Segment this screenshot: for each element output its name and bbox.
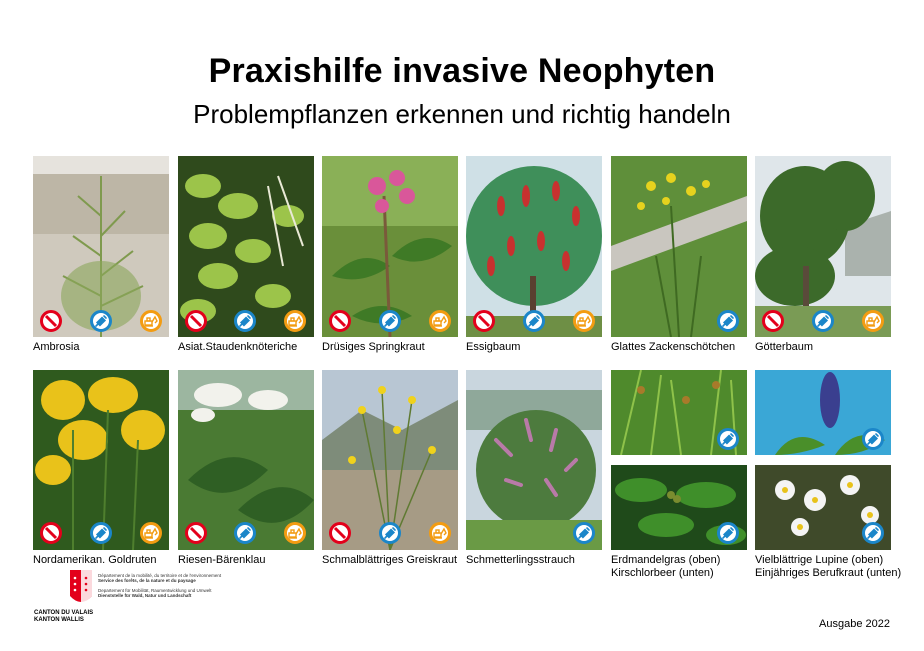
caption-greiskraut: Schmalblättriges Greiskraut	[322, 554, 458, 566]
department-de-line2: Dienststelle für Wald, Natur und Landschaft	[98, 593, 192, 598]
caption-kirschlorbeer: Kirschlorbeer (unten)	[611, 567, 714, 579]
page-title: Praxishilfe invasive Neophyten	[208, 52, 716, 90]
syringe-icon	[90, 522, 112, 544]
canton-name-fr: CANTON DU VALAIS	[34, 610, 94, 616]
syringe-icon	[523, 310, 545, 332]
excavator-icon	[429, 310, 451, 332]
syringe-icon	[90, 310, 112, 332]
syringe-icon	[812, 310, 834, 332]
syringe-icon	[862, 522, 884, 544]
prohibited-icon	[329, 522, 351, 544]
syringe-icon	[717, 310, 739, 332]
prohibited-icon	[40, 310, 62, 332]
department-fr-line1: Département de la mobilité, du territoire et de l'environnement	[98, 573, 222, 578]
excavator-icon	[429, 522, 451, 544]
caption-staudenknoeterich: Asiat.Staudenknöteriche	[178, 341, 298, 353]
department-de-line1: Departement für Mobilität, Raumentwicklung und Umwelt	[98, 588, 212, 593]
caption-berufkraut: Einjähriges Berufkraut (unten)	[755, 567, 902, 579]
prohibited-icon	[185, 310, 207, 332]
department-fr-line2: Service des forêts, de la nature et du paysage	[98, 578, 196, 583]
canton-name	[34, 610, 93, 624]
syringe-icon	[379, 522, 401, 544]
page-subtitle: Problempflanzen erkennen und richtig handeln	[193, 99, 731, 129]
caption-erdmandelgras: Erdmandelgras (oben)	[611, 554, 721, 566]
caption-springkraut: Drüsiges Springkraut	[322, 341, 425, 353]
syringe-icon	[862, 428, 884, 450]
caption-ambrosia: Ambrosia	[33, 341, 80, 353]
syringe-icon	[717, 522, 739, 544]
caption-goetterbaum: Götterbaum	[755, 341, 814, 353]
syringe-icon	[379, 310, 401, 332]
excavator-icon	[140, 522, 162, 544]
caption-schmetterlingsstrauch: Schmetterlingsstrauch	[466, 554, 575, 566]
prohibited-icon	[329, 310, 351, 332]
prohibited-icon	[185, 522, 207, 544]
excavator-icon	[862, 310, 884, 332]
caption-essigbaum: Essigbaum	[466, 341, 521, 353]
canton-name-de: KANTON WALLIS	[34, 617, 84, 623]
prohibited-icon	[473, 310, 495, 332]
canton-logo	[70, 570, 92, 608]
syringe-icon	[573, 522, 595, 544]
prohibited-icon	[40, 522, 62, 544]
caption-riesen-baerenklau: Riesen-Bärenklau	[178, 554, 266, 566]
caption-lupine: Vielblättrige Lupine (oben)	[755, 554, 884, 566]
edition-label: Ausgabe 2022	[819, 618, 890, 630]
excavator-icon	[573, 310, 595, 332]
excavator-icon	[284, 310, 306, 332]
syringe-icon	[234, 310, 256, 332]
excavator-icon	[284, 522, 306, 544]
syringe-icon	[234, 522, 256, 544]
syringe-icon	[717, 428, 739, 450]
caption-zackenschoetchen: Glattes Zackenschötchen	[611, 341, 736, 353]
excavator-icon	[140, 310, 162, 332]
prohibited-icon	[762, 310, 784, 332]
caption-goldruten: Nordamerikan. Goldruten	[33, 554, 157, 566]
